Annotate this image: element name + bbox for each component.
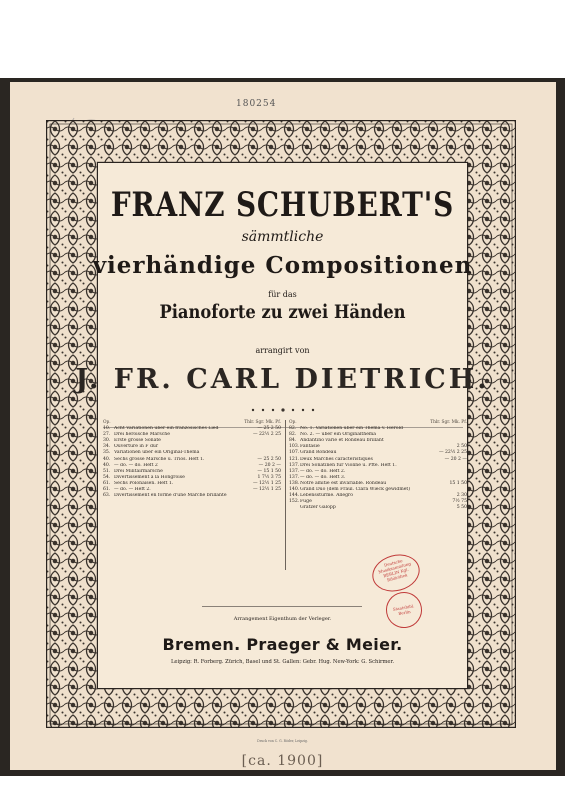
work-price: — 20 2 — bbox=[444, 456, 467, 462]
work-price: 7½ 75 bbox=[452, 499, 467, 505]
work-price: — 25 2 50 bbox=[257, 456, 281, 462]
work-price: — 12½ 1 25 bbox=[252, 487, 281, 493]
opus-number: 10. bbox=[103, 426, 111, 432]
work-title: Andantino varié et Rondeau brillant bbox=[300, 438, 384, 444]
opus-number: 51. bbox=[103, 468, 111, 474]
opus-number: 63. bbox=[103, 493, 111, 499]
opus-number: 27. bbox=[103, 432, 111, 438]
work-price: 5 50 bbox=[456, 505, 467, 511]
work-title: Grand Duo (dem Fräul. Clara Wieck gewidmet) bbox=[300, 487, 411, 493]
work-title: Sechs Polonaisen. Heft 1. bbox=[114, 480, 174, 486]
work-title: Erste grosse Sonate bbox=[114, 438, 161, 444]
works-list-left bbox=[103, 420, 281, 499]
work-price: — 22½ 2 25 bbox=[438, 450, 467, 456]
work-title: Acht Variationen über ein französisches Lied bbox=[114, 426, 219, 432]
divider-ornament-icon bbox=[248, 406, 318, 414]
work-title: Drei Sonatinen für Violine u. Pfte. Heft 1. bbox=[300, 462, 397, 468]
work-price: — 15 1 50 bbox=[257, 468, 281, 474]
copyright-note: Arrangement Eigenthum der Verleger. bbox=[233, 616, 332, 622]
work-title: — do. — Heft 2. bbox=[114, 487, 151, 493]
work-title: Divertissement en forme d'une Marche brillante bbox=[114, 493, 227, 499]
opus-number bbox=[289, 505, 300, 511]
subtitle-line-2: vierhändige Compositionen bbox=[92, 252, 473, 279]
list-item bbox=[103, 493, 281, 499]
work-title: No. 2. — über ein Originalthema bbox=[300, 432, 377, 438]
work-title: — do. — do. Heft 2 bbox=[114, 462, 158, 468]
work-title: Sechs grosse Marsche u. Trios. Heft 1. bbox=[114, 456, 205, 462]
work-price: 1 7½ 3 75 bbox=[257, 474, 281, 480]
opus-number: 152. bbox=[289, 499, 300, 505]
work-title: Ouverture in F dur bbox=[114, 444, 159, 450]
opus-number: 61. bbox=[103, 480, 111, 486]
work-title: Deux Marches caracteristiques bbox=[300, 456, 373, 462]
work-price: 2 30 bbox=[456, 493, 467, 499]
work-price bbox=[235, 493, 281, 499]
work-price: — 12½ 1 25 bbox=[252, 480, 281, 486]
publisher: Bremen. Praeger & Meier. bbox=[162, 635, 403, 654]
work-price: — 20 2 — bbox=[258, 462, 281, 468]
work-title: Divertissement à la Hongroise bbox=[114, 474, 185, 480]
header-op: Op. bbox=[289, 420, 297, 425]
opus-number: 140. bbox=[289, 487, 300, 493]
shelfmark: [ca. 1900] bbox=[241, 753, 324, 769]
instrument-line: Pianoforte zu zwei Händen bbox=[159, 301, 406, 323]
page-title: FRANZ SCHUBERT'S bbox=[110, 185, 455, 225]
work-title: Fuge bbox=[300, 499, 312, 505]
work-price: 2 50 bbox=[456, 444, 467, 450]
work-title: Grand Rondeau bbox=[300, 450, 337, 456]
agents-line: Leipzig: R. Forberg. Zürich, Basel und St. Gallen: Gebr. Hug. New-York: G. Schirmer. bbox=[170, 659, 395, 665]
work-title: No. 1. Variationen über ein Thema v. Herold bbox=[300, 426, 403, 432]
work-title: Drei Militairmarsche bbox=[114, 468, 163, 474]
opus-number: 82. bbox=[289, 426, 297, 432]
opus-number: 35. bbox=[103, 450, 111, 456]
header-price: Thlr. Sgr. Mk. Pf. bbox=[430, 420, 467, 425]
arranger-name: J. FR. CARL DIETRICH. bbox=[75, 364, 490, 395]
library-stamp: Deutsche Musiksammlung BERLIN Kgl. Bibliothek bbox=[368, 549, 424, 596]
printer-line: Druck von C. G. Röder, Leipzig. bbox=[257, 739, 308, 743]
work-title: Lebensstürme. Allegro bbox=[300, 493, 353, 499]
opus-number: 61. bbox=[103, 487, 111, 493]
opus-number: 54. bbox=[103, 474, 111, 480]
work-title: Fantasie bbox=[300, 444, 320, 450]
header-price: Thlr. Sgr. Mk. Pf. bbox=[244, 420, 281, 425]
opus-number: 137. bbox=[289, 468, 300, 474]
work-price: — 25 2 50 bbox=[257, 426, 281, 432]
work-title: — do. — do. Heft 2. bbox=[300, 468, 346, 474]
header-op: Op. bbox=[103, 420, 111, 425]
publisher-rule bbox=[202, 606, 362, 607]
opus-number: 137. bbox=[289, 462, 300, 468]
fur-das: für das bbox=[268, 290, 297, 299]
opus-number: 30. bbox=[103, 438, 111, 444]
opus-number: 40. bbox=[103, 456, 111, 462]
opus-number: 138. bbox=[289, 480, 300, 486]
opus-number: 34. bbox=[103, 444, 111, 450]
works-list-right bbox=[289, 420, 467, 511]
work-title: Notre amitié est invariable. Rondeau bbox=[300, 480, 387, 486]
library-stamp-small: Staatsbibl. Berlin bbox=[383, 589, 425, 631]
inventory-number: 180254 bbox=[236, 99, 277, 109]
list-item bbox=[289, 505, 467, 511]
work-title: Gratzer Galopp bbox=[300, 505, 336, 511]
work-title: Variationen über ein Original-Thema bbox=[114, 450, 200, 456]
opus-number: 103. bbox=[289, 444, 300, 450]
opus-number: 107. bbox=[289, 450, 300, 456]
work-title: Drei heroische Marsche bbox=[114, 432, 170, 438]
work-price: — 22½ 2 25 bbox=[252, 432, 281, 438]
column-divider bbox=[285, 420, 286, 570]
arranged-by: arrangirt von bbox=[255, 346, 310, 355]
subtitle-line-1: sämmtliche bbox=[241, 229, 324, 245]
opus-number: 82. bbox=[289, 432, 297, 438]
opus-number: 121. bbox=[289, 456, 300, 462]
opus-number: 40. bbox=[103, 462, 111, 468]
opus-number: 84. bbox=[289, 438, 297, 444]
work-price: 15 1 50 bbox=[449, 480, 467, 486]
opus-number: 144. bbox=[289, 493, 300, 499]
opus-number: 137. bbox=[289, 474, 300, 480]
work-title: — do. — do. Heft 3. bbox=[300, 474, 346, 480]
